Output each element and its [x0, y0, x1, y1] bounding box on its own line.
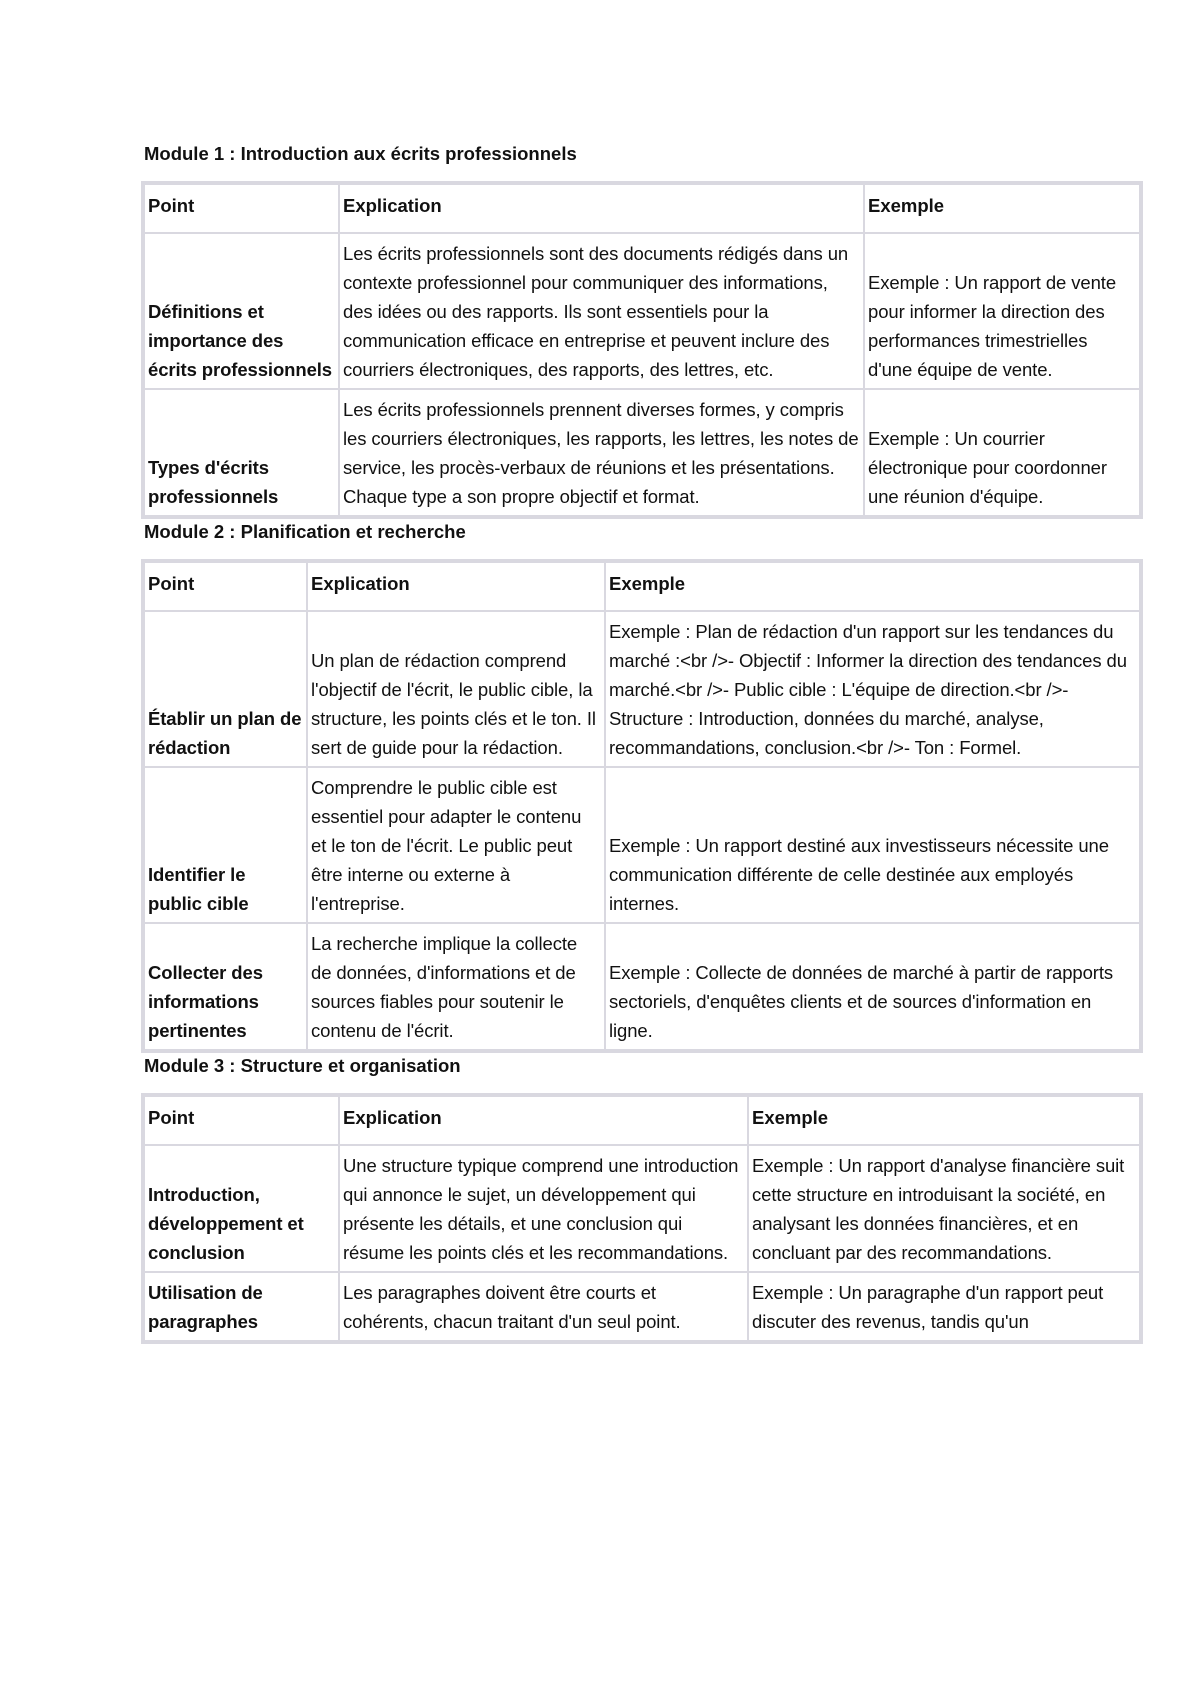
cell-explication: Une structure typique comprend une introduction qui annonce le sujet, un développement qui présente les détails, et une conclusion qui résume les points clés et les recommandations.: [339, 1145, 748, 1272]
cell-point: Collecter des informations pertinentes: [144, 923, 307, 1050]
cell-exemple: Exemple : Collecte de données de marché à partir de rapports sectoriels, d'enquêtes clients et de sources d'information en ligne.: [605, 923, 1140, 1050]
cell-point: Établir un plan de rédaction: [144, 611, 307, 767]
cell-point: Introduction, développement et conclusion: [144, 1145, 339, 1272]
header-explication: Explication: [339, 184, 864, 233]
table-row: [144, 389, 1140, 516]
header-exemple: Exemple: [864, 184, 1140, 233]
cell-explication: La recherche implique la collecte de données, d'informations et de sources fiables pour soutenir le contenu de l'écrit.: [307, 923, 605, 1050]
module-1-table: [141, 181, 1143, 519]
cell-point: Utilisation de paragraphes: [144, 1272, 339, 1341]
cell-explication: Les écrits professionnels prennent diverses formes, y compris les courriers électroniques, les rapports, les lettres, les notes de service, les procès-verbaux de réunions et les présentations. Chaque type a son propre objectif et format.: [339, 389, 864, 516]
table-header-row: [144, 562, 1140, 611]
cell-explication: Les paragraphes doivent être courts et cohérents, chacun traitant d'un seul point.: [339, 1272, 748, 1341]
table-row: [144, 923, 1140, 1050]
cell-explication: Comprendre le public cible est essentiel pour adapter le contenu et le ton de l'écrit. Le public peut être interne ou externe à l'entreprise.: [307, 767, 605, 923]
module-3-title: Module 3 : Structure et organisation: [144, 1055, 461, 1076]
table-row: [144, 767, 1140, 923]
cell-point: Identifier le public cible: [144, 767, 307, 923]
table-row: [144, 611, 1140, 767]
cell-point: Définitions et importance des écrits professionnels: [144, 233, 339, 389]
module-1-title: Module 1 : Introduction aux écrits professionnels: [144, 143, 577, 164]
cell-exemple: Exemple : Un rapport de vente pour informer la direction des performances trimestrielles d'une équipe de vente.: [864, 233, 1140, 389]
cell-exemple: Exemple : Plan de rédaction d'un rapport sur les tendances du marché :<br />- Objectif : Informer la direction des tendances du marché.<br />- Public cible : L'équipe de direction.<br />- Structure : Introduction, données du marché, analyse, recommandations, conclusion.<br />- Ton : Formel.: [605, 611, 1140, 767]
cell-exemple: Exemple : Un rapport destiné aux investisseurs nécessite une communication différente de celle destinée aux employés internes.: [605, 767, 1140, 923]
cell-explication: Un plan de rédaction comprend l'objectif de l'écrit, le public cible, la structure, les points clés et le ton. Il sert de guide pour la rédaction.: [307, 611, 605, 767]
header-point: Point: [144, 184, 339, 233]
cell-exemple: Exemple : Un paragraphe d'un rapport peut discuter des revenus, tandis qu'un: [748, 1272, 1140, 1341]
table-header-row: [144, 184, 1140, 233]
header-point: Point: [144, 1096, 339, 1145]
table-header-row: [144, 1096, 1140, 1145]
header-exemple: Exemple: [605, 562, 1140, 611]
module-2-title: Module 2 : Planification et recherche: [144, 521, 466, 542]
cell-explication: Les écrits professionnels sont des documents rédigés dans un contexte professionnel pour communiquer des informations, des idées ou des rapports. Ils sont essentiels pour la communication efficace en entreprise et peuvent inclure des courriers électroniques, des rapports, des lettres, etc.: [339, 233, 864, 389]
header-exemple: Exemple: [748, 1096, 1140, 1145]
header-explication: Explication: [339, 1096, 748, 1145]
module-2-table: [141, 559, 1143, 1053]
cell-exemple: Exemple : Un rapport d'analyse financière suit cette structure en introduisant la société, en analysant les données financières, et en concluant par des recommandations.: [748, 1145, 1140, 1272]
header-explication: Explication: [307, 562, 605, 611]
header-point: Point: [144, 562, 307, 611]
cell-point: Types d'écrits professionnels: [144, 389, 339, 516]
table-row: [144, 1272, 1140, 1341]
table-row: [144, 233, 1140, 389]
document-page: [141, 143, 1137, 1344]
table-row: [144, 1145, 1140, 1272]
cell-exemple: Exemple : Un courrier électronique pour coordonner une réunion d'équipe.: [864, 389, 1140, 516]
module-3-table: [141, 1093, 1143, 1344]
